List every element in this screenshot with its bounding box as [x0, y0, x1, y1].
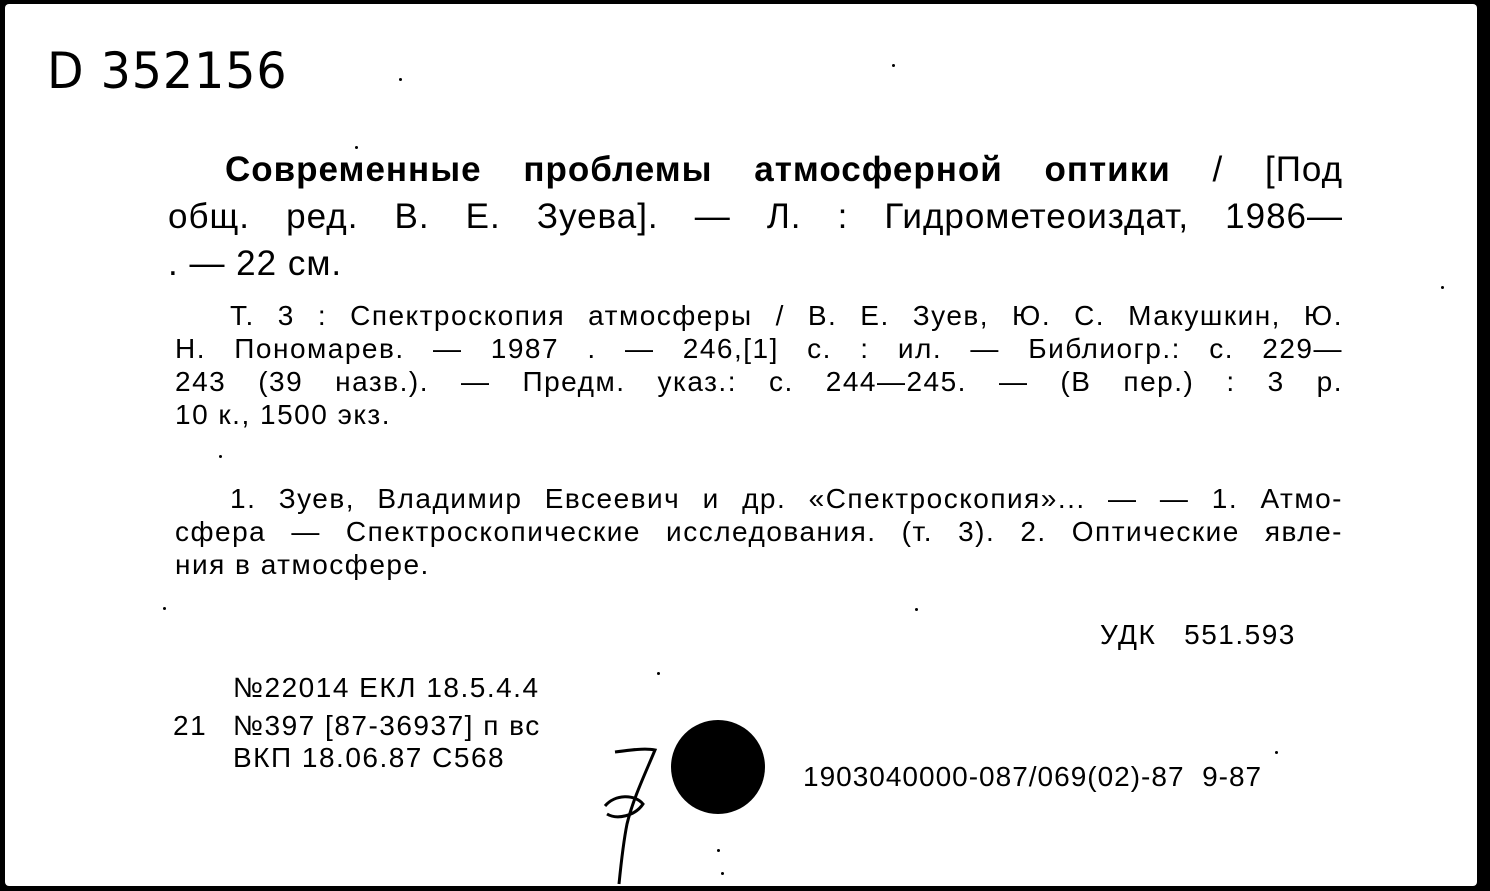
speck: [1441, 286, 1444, 289]
subject-tracings: [175, 482, 1343, 581]
catalog-number-line: ВКП 18.06.87 С568: [233, 742, 506, 773]
title-line-rest: / [Под: [1170, 150, 1343, 189]
catalog-number-line: №397 [87-36937] п вс: [233, 710, 541, 741]
speck: [657, 672, 660, 675]
classification-code: 1903040000-087/069(02)-87 9-87: [803, 761, 1263, 792]
speck: [399, 78, 402, 81]
call-number: D 352156: [47, 42, 288, 100]
volume-line: 10 к., 1500 экз.: [175, 399, 392, 430]
udc-code: УДК 551.593: [1100, 619, 1296, 650]
book-title: Современные проблемы атмосферной оптики: [225, 150, 1171, 189]
tracing-line: 1. Зуев, Владимир Евсеевич и др. «Спектроскопия»... — — 1. Атмо-: [230, 483, 1343, 514]
handwritten-mark-icon: [585, 744, 695, 886]
title-line: общ. ред. В. Е. Зуева]. — Л. : Гидрометеоиздат, 1986—: [168, 197, 1343, 236]
catalog-number-line: №22014 ЕКЛ 18.5.4.4: [233, 672, 540, 703]
title-statement: [168, 146, 1343, 287]
speck: [1275, 751, 1278, 754]
title-line: . — 22 см.: [168, 244, 343, 283]
speck: [163, 607, 166, 610]
volume-description: [175, 299, 1343, 431]
speck: [717, 849, 720, 852]
catalog-card: [5, 4, 1477, 886]
speck: [892, 64, 895, 67]
speck: [219, 455, 222, 458]
volume-line: Т. 3 : Спектроскопия атмосферы / В. Е. Зуев, Ю. С. Макушкин, Ю.: [230, 300, 1343, 331]
volume-line: Н. Пономарев. — 1987 . — 246,[1] с. : ил. — Библиогр.: с. 229—: [175, 333, 1343, 364]
catalog-prefix: 21: [173, 710, 208, 741]
tracing-line: ния в атмосфере.: [175, 549, 430, 580]
speck: [355, 146, 358, 149]
tracing-line: сфера — Спектроскопические исследования. (т. 3). 2. Оптические явле-: [175, 516, 1343, 547]
speck: [721, 872, 724, 875]
title-line: [168, 146, 1343, 193]
speck: [915, 608, 918, 611]
volume-line: 243 (39 назв.). — Предм. указ.: с. 244—245. — (В пер.) : 3 р.: [175, 366, 1343, 397]
